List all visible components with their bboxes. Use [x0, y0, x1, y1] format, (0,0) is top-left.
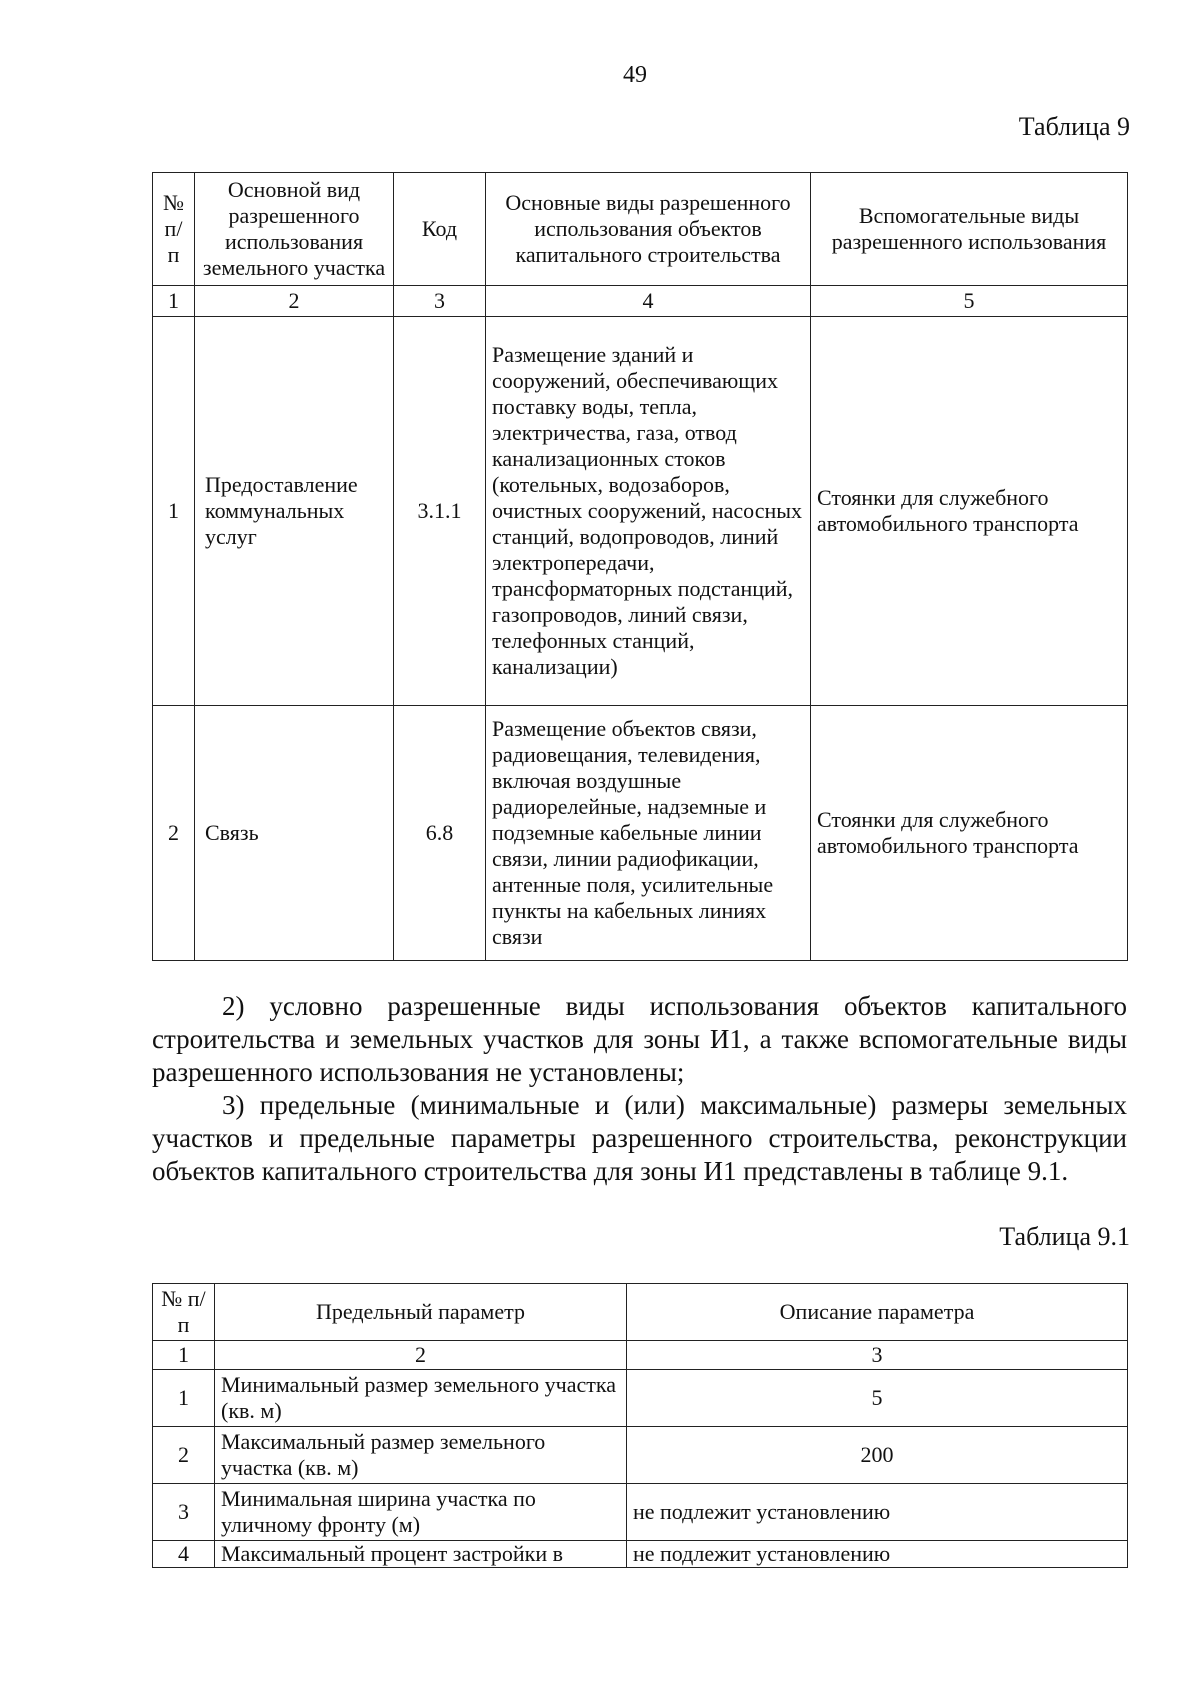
- auxiliary-use: Стоянки для служебного автомобильного транспорта: [811, 317, 1128, 706]
- body-text: [152, 990, 1127, 1188]
- table-header-row: [153, 173, 1128, 286]
- header-cell: Вспомогательные виды разрешенного использования: [811, 173, 1128, 286]
- paragraph: 3) предельные (минимальные и (или) максимальные) размеры земельных участков и предельные параметры разрешенного строительства, реконструкции объектов капитального строительства для зоны И1 представлены в таблице 9.1.: [152, 1090, 1127, 1186]
- table-header-row: [153, 1284, 1128, 1341]
- parameter-description: 5: [627, 1370, 1128, 1427]
- land-use-type: Предоставление коммунальных услуг: [195, 317, 394, 706]
- row-number: 1: [153, 1370, 215, 1427]
- table-9-1: [152, 1283, 1128, 1568]
- main-use-description: Размещение объектов связи, радиовещания, телевидения, включая воздушные радиорелейные, надземные и подземные кабельные линии связи, линии радиофикации, антенные поля, усилительные пункты на кабельных линиях связи: [486, 706, 811, 961]
- column-number: 4: [486, 286, 811, 317]
- page-number: 49: [623, 62, 647, 88]
- header-cell: Код: [394, 173, 486, 286]
- paragraph: 2) условно разрешенные виды использования объектов капитального строительства и земельных участков для зоны И1, а также вспомогательные виды разрешенного использования не установлены;: [152, 991, 1127, 1087]
- row-number: 1: [153, 317, 195, 706]
- row-number: 4: [153, 1541, 215, 1568]
- parameter-description: 200: [627, 1427, 1128, 1484]
- column-number: 2: [215, 1341, 627, 1370]
- header-cell: Основные виды разрешенного использования объектов капитального строительства: [486, 173, 811, 286]
- table-row: [153, 1484, 1128, 1541]
- table-9-1-caption: Таблица 9.1: [999, 1222, 1130, 1251]
- row-number: 2: [153, 706, 195, 961]
- column-number-row: [153, 286, 1128, 317]
- table-9-caption: Таблица 9: [1018, 112, 1130, 141]
- parameter-name: Максимальный размер земельного участка (кв. м): [215, 1427, 627, 1484]
- column-number-row: [153, 1341, 1128, 1370]
- auxiliary-use: Стоянки для служебного автомобильного транспорта: [811, 706, 1128, 961]
- column-number: 3: [394, 286, 486, 317]
- header-cell: № п/п: [153, 1284, 215, 1341]
- parameter-description: не подлежит установлению: [627, 1484, 1128, 1541]
- header-cell: Описание параметра: [627, 1284, 1128, 1341]
- header-cell: № п/п: [153, 173, 195, 286]
- column-number: 3: [627, 1341, 1128, 1370]
- table-row: [153, 1427, 1128, 1484]
- column-number: 1: [153, 1341, 215, 1370]
- table-row: [153, 317, 1128, 706]
- use-code: 3.1.1: [394, 317, 486, 706]
- parameter-name: Максимальный процент застройки в: [215, 1541, 627, 1568]
- column-number: 5: [811, 286, 1128, 317]
- main-use-description: Размещение зданий и сооружений, обеспечивающих поставку воды, тепла, электричества, газа, отвод канализационных стоков (котельных, водозаборов, очистных сооружений, насосных станций, водопроводов, линий электропередачи, трансформаторных подстанций, газопроводов, линий связи, телефонных станций, канализации): [486, 317, 811, 706]
- use-code: 6.8: [394, 706, 486, 961]
- header-cell: Основной вид разрешенного использования земельного участка: [195, 173, 394, 286]
- row-number: 3: [153, 1484, 215, 1541]
- column-number: 2: [195, 286, 394, 317]
- column-number: 1: [153, 286, 195, 317]
- table-row: [153, 1541, 1128, 1568]
- land-use-type: Связь: [195, 706, 394, 961]
- table-9: [152, 172, 1128, 961]
- parameter-name: Минимальный размер земельного участка (кв. м): [215, 1370, 627, 1427]
- row-number: 2: [153, 1427, 215, 1484]
- table-row: [153, 706, 1128, 961]
- header-cell: Предельный параметр: [215, 1284, 627, 1341]
- parameter-name: Минимальная ширина участка по уличному фронту (м): [215, 1484, 627, 1541]
- parameter-description: не подлежит установлению: [627, 1541, 1128, 1568]
- table-row: [153, 1370, 1128, 1427]
